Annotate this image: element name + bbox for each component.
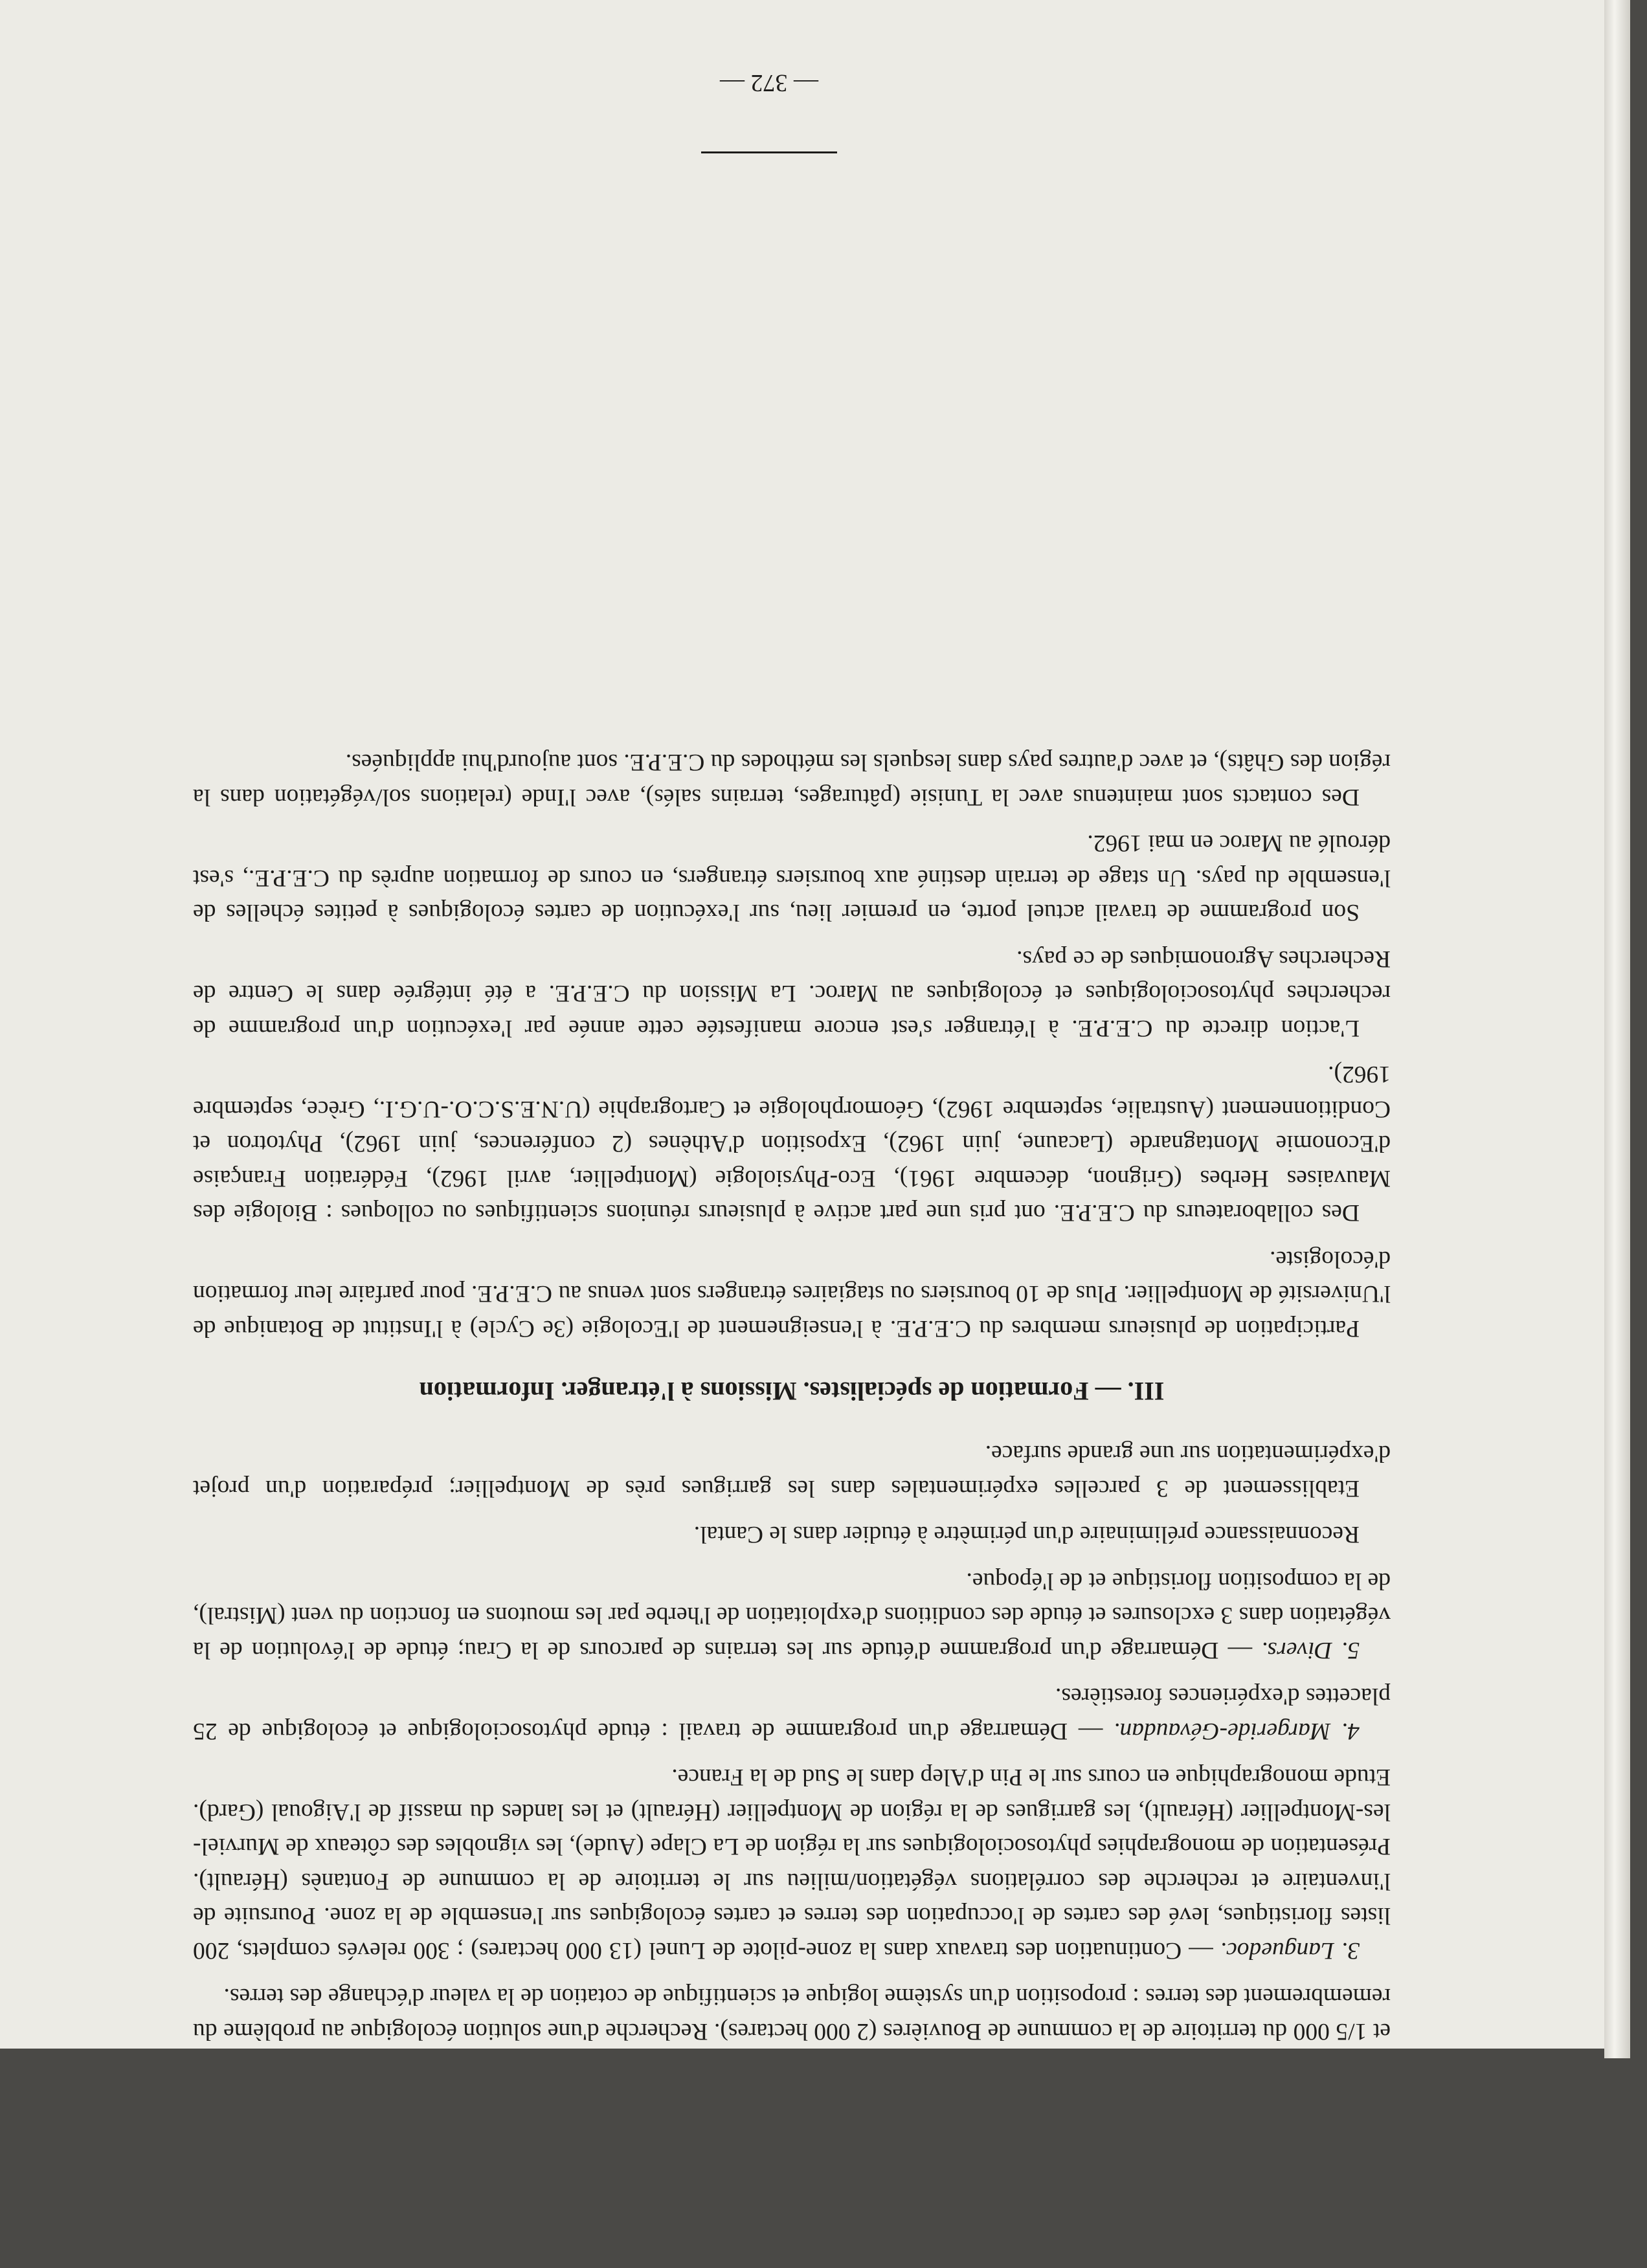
section-languedoc-label: 3. Languedoc. xyxy=(1220,1937,1360,1964)
paragraph-contacts: Des contacts sont maintenus avec la Tunisie (pâturages, terrains salés), avec l'Inde (relations sol/végétation dans la région des Ghâts), et avec d'autres pays dans lesquels les méthodes du C.E.P.E. sont aujourd'hui appliquées. xyxy=(193,749,1391,810)
paragraph-cantal: Reconnaissance préliminaire d'un périmètre à étudier dans le Cantal. xyxy=(693,1521,1360,1548)
paragraph-maroc: L'action directe du C.E.P.E. à l'étranger s'est encore manifestée cette année par l'exécution d'un programme de recherches phytosociologiques et écologiques au Maroc. La Mission du C.E.P.E. a été intégrée dans le Centre de Recherches Agronomiques de ce pays. xyxy=(193,946,1391,1041)
section-divers-text: — Démarrage d'un programme d'étude sur les terrains de parcours de la Crau; étude de l'évolution de la végétation dans 3 exclosures et étude des conditions d'exploitation de l'herbe par les moutons en fonction du vent (Mistral), de la composition floristique et de l'époque. xyxy=(193,1568,1391,1663)
section-margeride-label: 4. Margeride-Gévaudan. xyxy=(1114,1718,1360,1744)
paragraph-parcelles: Etablissement de 3 parcelles expérimentales dans les garrigues près de Montpellier; préparation d'un projet d'expérimentation sur une grande surface. xyxy=(193,1440,1391,1502)
paragraph-enseignement: Participation de plusieurs membres du C.E.P.E. à l'enseignement de l'Ecologie (3e Cycle) à l'Institut de Botanique de l'Université de Montpellier. Plus de 10 boursiers ou stagiaires étrangers sont venus au C.E.P.E. pour parfaire leur formation d'écologiste. xyxy=(193,1246,1391,1342)
paragraph-continuation: et 1/5 000 du territoire de la commune de Bouvières (2 000 hectares). Recherche d'une solution écologique au problème du remembrement des terres : proposition d'un système logique et scientifique de cotation de la valeur d'échange des terres. xyxy=(193,1983,1391,2045)
section-divers xyxy=(193,1564,1391,1668)
page-edge xyxy=(1604,0,1630,2058)
body-text xyxy=(193,236,1391,2049)
section-margeride xyxy=(193,1679,1391,1748)
section-divers-label: 5. Divers. xyxy=(1261,1637,1360,1663)
footer-rule xyxy=(701,151,837,153)
page-number: — 372 — xyxy=(720,69,818,96)
paragraph-programme: Son programme de travail actuel porte, en premier lieu, sur l'exécution de cartes écologiques à petites échelles de l'ensemble du pays. Un stage de terrain destiné aux boursiers étrangers, en cours de formation auprès du C.E.P.E., s'est déroulé au Maroc en mai 1962. xyxy=(193,830,1391,926)
section-heading: III. — Formation de spécialistes. Missions à l'étranger. Information xyxy=(419,1377,1165,1406)
paragraph-colloques: Des collaborateurs du C.E.P.E. ont pris une part active à plusieurs réunions scientifiques ou colloques : Biologie des Mauvaises Herbes (Grignon, décembre 1961), Eco-Physiologie (Montpellier, avril 1962), Fédération Française d'Economie Montagnarde (Lacaune, juin 1962), Exposition d'Athènes (2 conférences, juin 1962), Phytotron et Conditionnement (Australie, septembre 1962), Géomorphologie et Cartographie (U.N.E.S.C.O.-U.G.I., Grèce, septembre 1962). xyxy=(193,1061,1391,1227)
section-languedoc-text: — Continuation des travaux dans la zone-pilote de Lunel (13 000 hectares) ; 300 relevés complets, 200 listes floristiques, levé des cartes de l'occupation des terres et cartes écologiques sur l'ensemble de la zone. Poursuite de l'inventaire et recherche des corrélations végétation/milieu sur le territoire de la commune de Fontanès (Hérault). Présentation de monographies phytosociologiques sur la région de La Clape (Aude), les vignobles des côteaux de Murviel-les-Montpellier (Hérault), les garrigues de la région de Montpellier (Hérault) et les landes du massif de l'Aigoual (Gard). Etude monographique en cours sur le Pin d'Alep dans le Sud de la France. xyxy=(193,1764,1391,1964)
section-margeride-text: — Démarrage d'un programme de travail : étude phytosociologique et écologique de 25 placettes d'expériences forestières. xyxy=(193,1683,1391,1744)
section-languedoc xyxy=(193,1760,1391,1968)
